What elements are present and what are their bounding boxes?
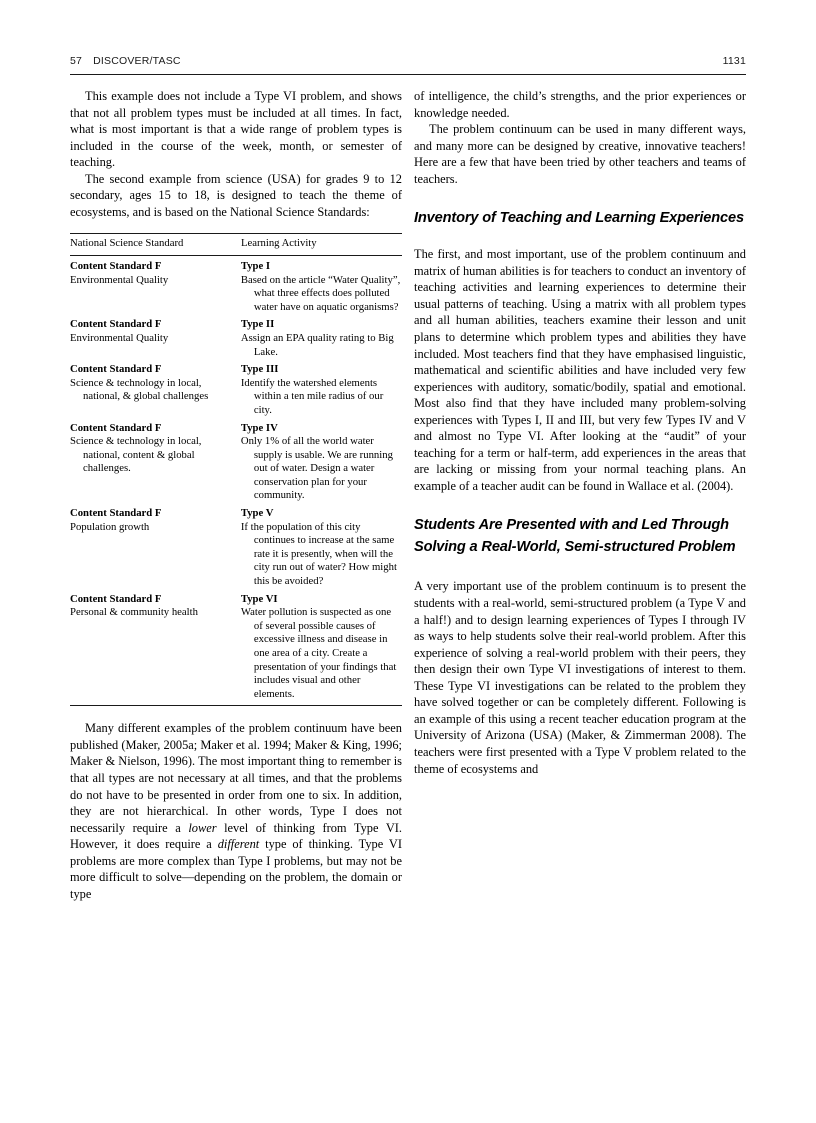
standard-text: Environmental Quality	[70, 331, 169, 344]
standard-text: Science & technology in local, national, content & global challenges.	[70, 435, 202, 475]
activity-title: Type IV	[240, 421, 278, 434]
paragraph-left-3-part3: type of thinking. Type VI problems are more complex than Type I problems, but may not be more difficult to solve—depending on the problem, the domain or type	[70, 837, 403, 901]
cell-activity	[241, 359, 402, 417]
table	[70, 234, 402, 255]
table-row	[70, 418, 402, 504]
paragraph-left-3-part1: Many different examples of the problem continuum have been published (Maker, 2005a; Maker et al. 1994; Maker & King, 1996; Maker & Nielson, 1996). The most important thing to remember is that all types are not necessary at all times, and that the problems do not have to be presented in order from one to six. In addition, they are not hierarchical. In other words, Type I does not necessarily require a	[70, 721, 402, 835]
paragraph-right-4: A very important use of the problem continuum is to present the students with a real-world, semi-structured problem (a Type V and a half!) and to design learning experiences of Types I through IV as ways to help students solve their real-world problem. After this experience of solving a real-world problem with their peers, they then design their own Type VI investigations of interest to them. These Type VI investigations can be related to the problem they have solved together or can be completely different. Following is an example of this using a recent teacher education program at the University of Arizona (USA) (Maker, & Zimmerman 2008). The teachers were first presented with a Type V problem related to the theme of ecosystems and	[414, 579, 746, 776]
paragraph-right-2: The problem continuum can be used in many different ways, and many more can be designed by creative, innovative teachers! Here are a few that have been tried by other teachers and teams of teachers.	[414, 122, 746, 186]
standard-title: Content Standard F	[70, 507, 162, 520]
table-header-row	[70, 234, 402, 255]
cell-activity	[241, 256, 402, 314]
paragraph-left-3-italic-2: different	[217, 837, 260, 852]
activity-title: Type III	[240, 363, 279, 376]
standard-text: Science & technology in local, national, & global challenges	[70, 376, 209, 403]
spacer	[414, 229, 746, 246]
table-head	[70, 234, 402, 255]
cell-standard	[70, 256, 241, 314]
chapter-number: 57	[70, 55, 83, 67]
paragraph-left-3	[70, 720, 402, 902]
section-heading-inventory: Inventory of Teaching and Learning Experiences	[414, 210, 744, 227]
standard-title: Content Standard F	[70, 421, 162, 434]
activity-text: Water pollution is suspected as one of several possible causes of excessive illness and disease in one area of a city. Create a presentation of your findings that includes visual and other elements.	[240, 606, 397, 700]
standard-text: Environmental Quality	[70, 273, 169, 286]
cell-standard	[70, 314, 241, 359]
running-head-rule	[70, 74, 746, 75]
standard-title: Content Standard F	[70, 363, 162, 376]
activity-title: Type V	[240, 507, 274, 520]
activity-text: If the population of this city continues to increase at the same rate it is presently, when will the city run out of water? How might this be avoided?	[240, 520, 397, 588]
body-columns	[70, 88, 746, 1028]
running-head-left	[70, 55, 181, 67]
table-row	[70, 359, 402, 417]
cell-activity	[241, 503, 402, 589]
activity-title: Type VI	[240, 592, 278, 605]
spacer	[414, 558, 746, 578]
paragraph-right-3: The first, and most important, use of the problem continuum and matrix of human abilities is for teachers to conduct an inventory of teaching activities and learning experiences to determine their usual patterns of teaching. Using a matrix with all problem types and all human abilities, teachers examine their lesson and unit plans to determine which problem types and abilities they have included. Most teachers find that they have emphasised linguistic, mathematical and scientific abilities and have included very few experiences with auditory, somatic/bodily, spatial and emotional. Most also find that they have included many problem-solving experiences with Types I, II and III, but very few Types IV and V and almost no Type VI. After looking at the “audit” of your teaching for a term or half-term, add experiences in the areas that are lacking or missing from your normal teaching plans. An example of a teacher audit can be found in Wallace et al. (2004).	[414, 247, 746, 493]
cell-standard	[70, 418, 241, 504]
science-standards-table	[70, 233, 402, 706]
page-number: 1131	[722, 55, 746, 67]
cell-activity	[241, 418, 402, 504]
table-row	[70, 314, 402, 359]
activity-text: Assign an EPA quality rating to Big Lake.	[240, 331, 394, 358]
spacer	[414, 494, 746, 514]
paragraph-right-1: of intelligence, the child’s strengths, and the prior experiences or knowledge needed.	[414, 89, 746, 120]
activity-text: Based on the article “Water Quality”, what three effects does polluted water have on aquatic organisms?	[240, 273, 401, 313]
table-body-wrapper	[70, 256, 402, 701]
activity-text: Identify the watershed elements within a ten mile radius of our city.	[240, 376, 384, 416]
section-heading-students: Students Are Presented with and Led Through Solving a Real-World, Semi-structured Problem	[414, 517, 736, 556]
table-body	[70, 256, 402, 701]
table-row	[70, 589, 402, 702]
right-column	[414, 88, 746, 1028]
activity-text: Only 1% of all the world water supply is usable. We are running out of water. Design a water conservation plan for your community.	[240, 435, 393, 502]
chapter-title: DISCOVER/TASC	[93, 55, 181, 67]
cell-standard	[70, 503, 241, 589]
column-header-standard: National Science Standard	[70, 237, 184, 250]
table-row	[70, 256, 402, 314]
left-column	[70, 88, 402, 1028]
cell-standard	[70, 589, 241, 702]
column-header-activity: Learning Activity	[240, 237, 317, 250]
paragraph-left-1: This example does not include a Type VI problem, and shows that not all problem types must be included at all times. In fact, what is most important is that a wide range of problem types is included in the course of the week, month, or semester of teaching.	[70, 89, 402, 170]
standard-title: Content Standard F	[70, 259, 162, 272]
paragraph-left-3-italic-1: lower	[188, 820, 217, 835]
standard-title: Content Standard F	[70, 318, 162, 331]
activity-title: Type I	[240, 259, 271, 272]
activity-title: Type II	[240, 318, 275, 331]
cell-activity	[241, 589, 402, 702]
table-row	[70, 503, 402, 589]
cell-standard	[70, 359, 241, 417]
standard-title: Content Standard F	[70, 592, 162, 605]
standard-text: Population growth	[70, 520, 150, 533]
table-bottom-rule	[70, 705, 402, 706]
paragraph-left-2: The second example from science (USA) for grades 9 to 12 secondary, ages 15 to 18, is designed to teach the theme of ecosystems, and is based on the National Science Standards:	[70, 171, 402, 219]
spacer	[414, 187, 746, 207]
paragraph-left-3-part2: level of thinking from Type VI. However, it does require a	[70, 820, 403, 852]
cell-activity	[241, 314, 402, 359]
standard-text: Personal & community health	[70, 606, 198, 619]
